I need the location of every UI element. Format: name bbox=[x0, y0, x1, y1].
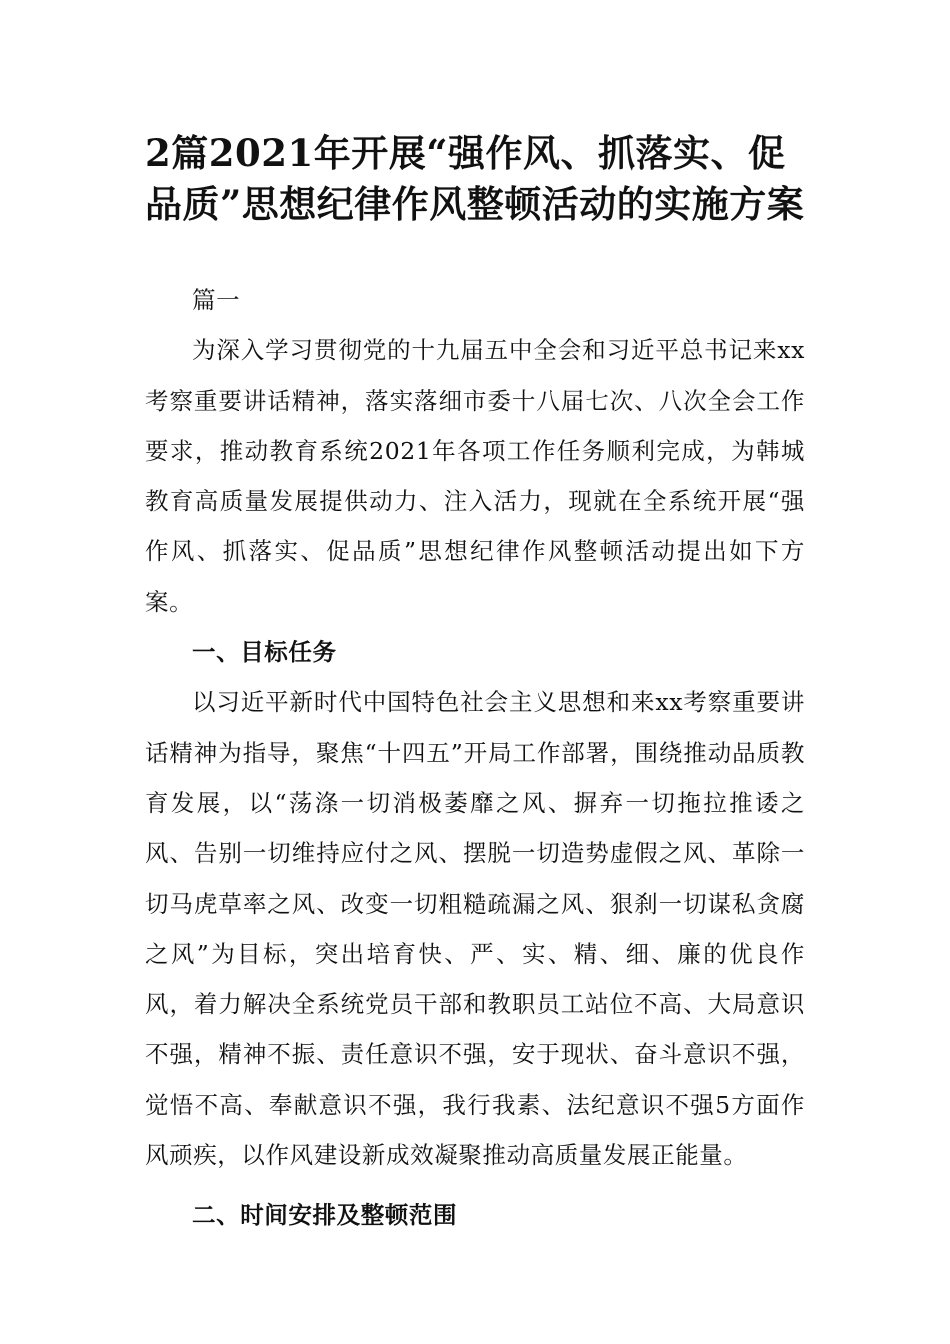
section-heading-schedule: 二、时间安排及整顿范围 bbox=[192, 1201, 458, 1230]
document-body bbox=[145, 275, 805, 1241]
section-heading-goals: 一、目标任务 bbox=[192, 638, 337, 667]
document-title: 2篇2021年开展“强作风、抓落实、促品质”思想纪律作风整顿活动的实施方案 bbox=[145, 131, 805, 226]
intro-paragraph: 为深入学习贯彻党的十九届五中全会和习近平总书记来xx考察重要讲话精神，落实落细市委十八届七次、八次全会工作要求，推动教育系统2021年各项工作任务顺利完成，为韩城教育高质量发展提供动力、注入活力，现就在全系统开展“强作风、抓落实、促品质”思想纪律作风整顿活动提出如下方案。 bbox=[145, 336, 805, 616]
goals-paragraph: 以习近平新时代中国特色社会主义思想和来xx考察重要讲话精神为指导，聚焦“十四五”开局工作部署，围绕推动品质教育发展，以“荡涤一切消极萎靡之风、摒弃一切拖拉推诿之风、告别一切维持应付之风、摆脱一切造势虚假之风、革除一切马虎草率之风、改变一切粗糙疏漏之风、狠刹一切谋私贪腐之风”为目标，突出培育快、严、实、精、细、廉的优良作风，着力解决全系统党员干部和教职员工站位不高、大局意识不强，精神不振、责任意识不强，安于现状、奋斗意识不强，觉悟不高、奉献意识不强，我行我素、法纪意识不强5方面作风顽疾，以作风建设新成效凝聚推动高质量发展正能量。 bbox=[145, 688, 805, 1170]
part-label: 篇一 bbox=[192, 286, 241, 314]
